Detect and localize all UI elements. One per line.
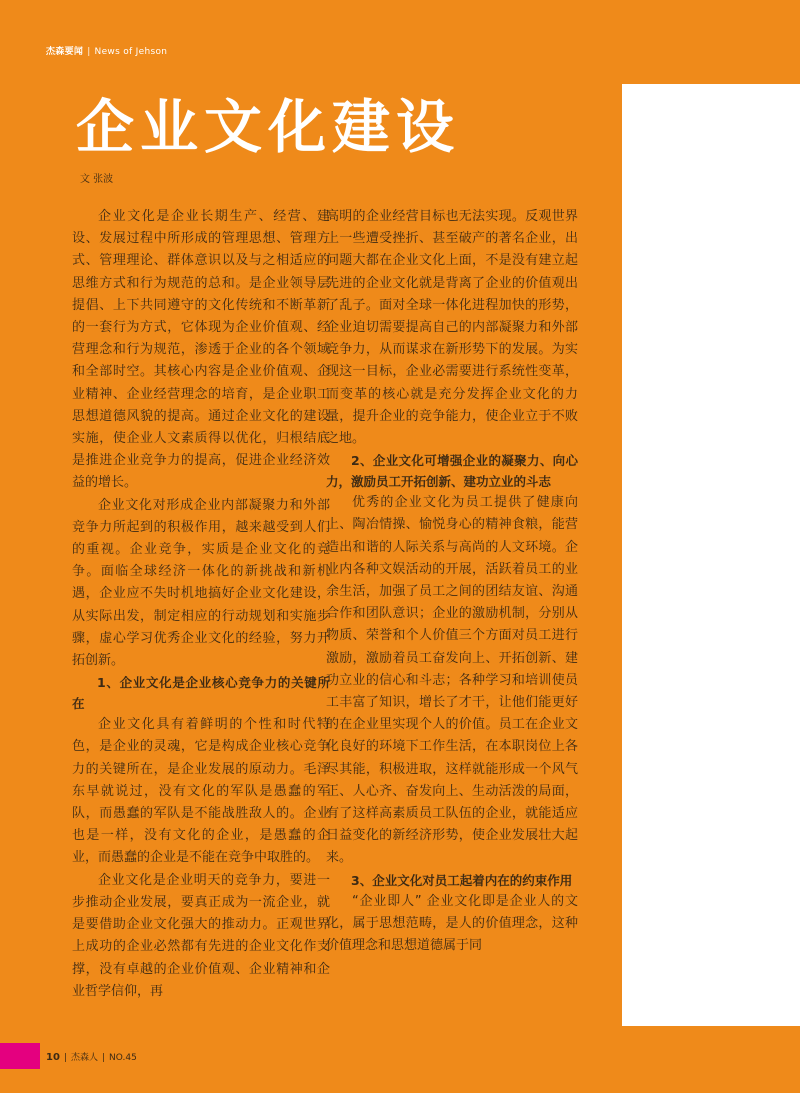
footer-separator: | [101,1053,106,1063]
magazine-name: 杰森人 [70,1053,98,1063]
section-heading: 2、企业文化可增强企业的凝聚力、向心力，激励员工开拓创新、建功立业的斗志 [326,453,578,490]
page-marker-bar [0,1043,40,1069]
paragraph: 企业文化是企业长期生产、经营、建设、发展过程中所形成的管理思想、管理方式、管理理论、群体意识以及与之相适应的思维方式和行为规范的总和。是企业领导层提倡、上下共同遵守的文化传统和不断革新的一套行为方式，它体现为企业价值观、经营理念和行为规范，渗透于企业的各个领域和全部时空。其核心内容是企业价值观、企业精神、企业经营理念的培育，是企业职工思想道德风貌的提高。通过企业文化的建设实施，使企业人文素质得以优化，归根结底是推进企业竞争力的提高，促进企业经济效益的增长。 [72,209,330,491]
section-heading: 1、企业文化是企业核心竞争力的关键所在 [72,675,330,712]
issue-number: NO.45 [109,1053,137,1063]
paragraph: 企业文化对形成企业内部凝聚力和外部竞争力所起到的积极作用，越来越受到人们的重视。企业竞争，实质是企业文化的竞争。面临全球经济一体化的新挑战和新机遇，企业应不失时机地搞好企业文化建设，从实际出发，制定相应的行动规划和实施步骤，虚心学习优秀企业文化的经验，努力开拓创新。 [72,497,330,669]
article-title: 企业文化建设 [76,93,461,161]
paragraph: 企业文化具有着鲜明的个性和时代特色，是企业的灵魂，它是构成企业核心竞争力的关键所在，是企业发展的原动力。毛泽东早就说过，没有文化的军队是愚蠢的军队，而愚蠢的军队是不能战胜敌人的。企业也是一样，没有文化的企业，是愚蠢的企业，而愚蠢的企业是不能在竞争中取胜的。 [72,717,330,866]
paragraph-continued: 高明的企业经营目标也无法实现。反观世界上一些遭受挫折、甚至破产的著名企业，出问题大都在企业文化上面，不是没有建立起先进的企业文化就是背离了企业的价值观出了乱子。面对全球一体化进程加快的形势，企业迫切需要提高自己的内部凝聚力和外部竞争力，从而谋求在新形势下的发展。为实现这一目标，企业必需要进行系统性变革，而变革的核心就是充分发挥企业文化的力量，提升企业的竞争能力，使企业立于不败之地。 [326,209,578,447]
page-footer [46,1050,137,1063]
paragraph: “企业即人” 企业文化即是企业人的文化，属于思想范畴，是人的价值理念，这种价值理念和思想道德属于同 [326,893,578,954]
article-byline: 文 张波 [80,174,114,185]
section-header [46,44,167,57]
left-column [72,206,330,1003]
header-separator: | [87,47,91,57]
page-number: 10 [46,1052,60,1063]
section-title: 杰森要闻 [46,47,84,57]
paragraph: 企业文化是企业明天的竞争力，要进一步推动企业发展，要真正成为一流企业，就是要借助企业文化强大的推动力。正观世界上成功的企业必然都有先进的企业文化作支撑，没有卓越的企业价值观、企业精神和企业哲学信仰，再 [72,872,330,999]
paragraph: 优秀的企业文化为员工提供了健康向上、陶冶情操、愉悦身心的精神食粮，能营造出和谐的人际关系与高尚的人文环境。企业内各种文娱活动的开展，活跃着员工的业余生活，加强了员工之间的团结友谊、沟通合作和团队意识；企业的激励机制，分别从物质、荣誉和个人价值三个方面对员工进行激励，激励着员工奋发向上、开拓创新、建功立业的信心和斗志；各种学习和培训使员工丰富了知识，增长了才干，让他们能更好的在企业里实现个人的价值。员工在企业文化良好的环境下工作生活，在本职岗位上各尽其能，积极进取，这样就能形成一个风气正、人心齐、奋发向上、生动活泼的局面，有了这样高素质员工队伍的企业，就能适应日益变化的新经济形势，使企业发展壮大起来。 [326,495,578,866]
footer-separator: | [63,1053,67,1063]
white-side-panel [622,84,800,1026]
section-heading: 3、企业文化对员工起着内在的约束作用 [351,872,573,888]
right-column [326,206,578,957]
section-title-en: News of Jehson [94,47,168,57]
